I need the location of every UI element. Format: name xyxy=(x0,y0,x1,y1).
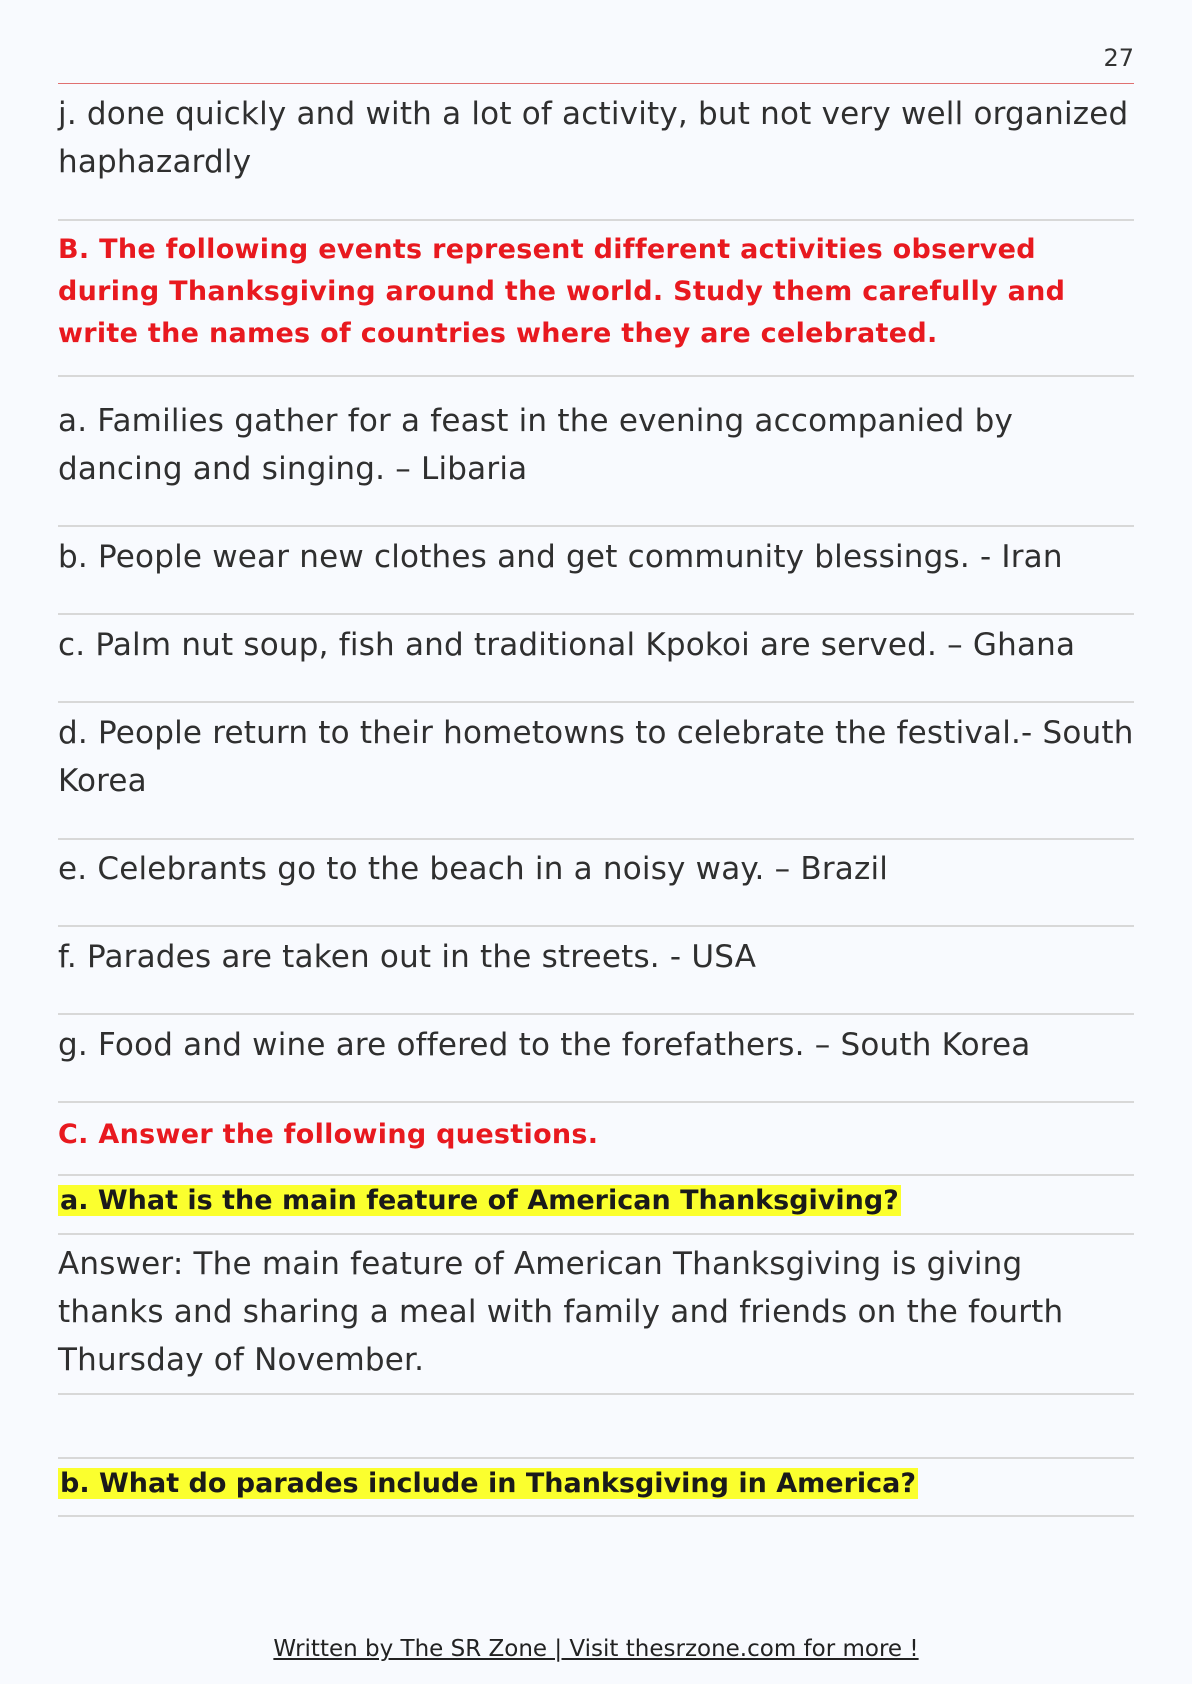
event-item-e: e. Celebrants go to the beach in a noisy way. – Brazil xyxy=(58,851,889,887)
question-a xyxy=(58,1181,1134,1221)
event-item-g: g. Food and wine are offered to the forefathers. – South Korea xyxy=(58,1027,1031,1063)
divider xyxy=(58,925,1134,927)
divider xyxy=(58,838,1134,840)
event-item-b: b. People wear new clothes and get community blessings. - Iran xyxy=(58,539,1063,575)
divider xyxy=(58,613,1134,615)
section-c-heading: C. Answer the following questions. xyxy=(58,1119,599,1150)
page-number: 27 xyxy=(1103,44,1134,72)
divider xyxy=(58,1393,1134,1395)
divider xyxy=(58,1515,1134,1517)
vocab-item-j: j. done quickly and with a lot of activity, but not very well organized haphazardly xyxy=(58,96,1129,180)
divider xyxy=(58,525,1134,527)
event-item-f: f. Parades are taken out in the streets. - USA xyxy=(58,939,757,975)
divider xyxy=(58,375,1134,377)
divider xyxy=(58,701,1134,703)
divider xyxy=(58,1457,1134,1459)
event-item-c: c. Palm nut soup, fish and traditional Kpokoi are served. – Ghana xyxy=(58,627,1076,663)
answer-a: Answer: The main feature of American Thanksgiving is giving thanks and sharing a meal with family and friends on the fourth Thursday of November. xyxy=(58,1246,1064,1378)
question-b xyxy=(58,1464,1134,1504)
question-b-text: b. What do parades include in Thanksgiving in America? xyxy=(60,1468,917,1499)
event-item-a: a. Families gather for a feast in the evening accompanied by dancing and singing. – Libaria xyxy=(58,403,1014,487)
question-a-text: a. What is the main feature of American Thanksgiving? xyxy=(60,1185,899,1216)
divider xyxy=(58,219,1134,221)
divider xyxy=(58,1174,1134,1176)
event-item-d: d. People return to their hometowns to celebrate the festival.- South Korea xyxy=(58,715,1134,799)
header-divider xyxy=(58,83,1134,84)
divider xyxy=(58,1233,1134,1235)
divider xyxy=(58,1013,1134,1015)
section-b-heading: B. The following events represent different activities observed during Thanksgiving around the world. Study them carefully and write the names of countries where they are celebrated. xyxy=(58,234,1066,349)
divider xyxy=(58,1101,1134,1103)
footer-credit-link[interactable]: Written by The SR Zone | Visit thesrzone.com for more ! xyxy=(273,1636,919,1662)
